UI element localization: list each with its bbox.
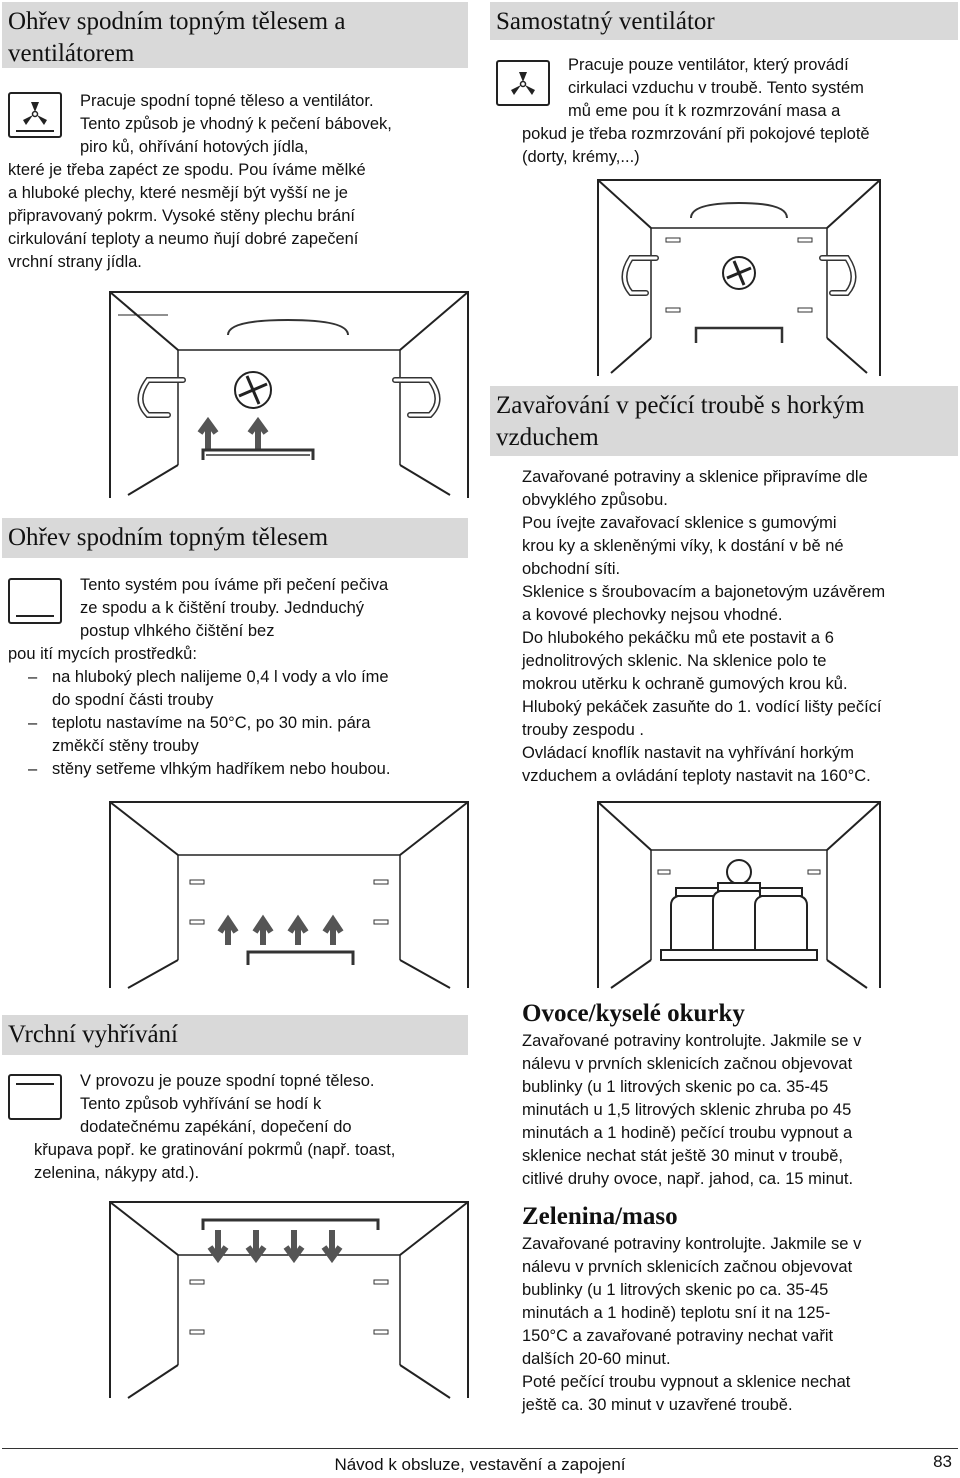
text-line: vrchní strany jídla. xyxy=(8,253,142,271)
text-line: a kovové plechovky nejsou vhodné. xyxy=(522,606,783,624)
section-title-fruit: Ovoce/kyselé okurky xyxy=(522,1000,745,1027)
text-line: minutách a 1 hodině) pečící troubu vypnout a xyxy=(522,1124,853,1142)
text-line: V provozu je pouze spodní topné těleso. xyxy=(80,1072,375,1090)
oven-diagram-bottom-heat xyxy=(108,800,470,990)
text-line: Ovládací knoflík nastavit na vyhřívání horkým xyxy=(522,744,854,762)
text-line: minutách a 1 hodině) teplotu sní it na 125- xyxy=(522,1304,831,1322)
text-line: piro ků, ohřívání hotových jídla, xyxy=(80,138,309,156)
text-line: Poté pečící troubu vypnout a sklenice nechat xyxy=(522,1373,851,1391)
text-line: nálevu v prvních sklenicích začnou objevovat xyxy=(522,1055,853,1073)
text-line: minutách u 1,5 litrových sklenic zhruba po 45 xyxy=(522,1101,852,1119)
bullet-text: změkčí stěny trouby xyxy=(52,737,199,755)
section-title-top-heat xyxy=(2,1015,468,1055)
text-line: Zavařované potraviny a sklenice připravíme dle xyxy=(522,468,868,486)
text-line: Tento způsob vyhřívání se hodí k xyxy=(80,1095,322,1113)
text-line: obchodní síti. xyxy=(522,560,621,578)
text-line: mokrou utěrku k ochraně gumových krou ků. xyxy=(522,675,848,693)
text-line: pokud je třeba rozmrzování při pokojové teplotě xyxy=(522,125,870,143)
title-line-2: vzduchem xyxy=(496,424,599,451)
title-text: Samostatný ventilátor xyxy=(496,8,715,35)
fan-icon xyxy=(235,372,271,408)
text-line: jednolitrových sklenic. Na sklenice polo te xyxy=(522,652,827,670)
text-line: trouby zespodu . xyxy=(522,721,644,739)
text-line: Zavařované potraviny kontrolujte. Jakmile se v xyxy=(522,1235,862,1253)
text-line: dalších 20-60 minut. xyxy=(522,1350,671,1368)
text-line: bublinky (u 1 litrových skenic po ca. 35-45 xyxy=(522,1078,829,1096)
text-line: cirkulaci vzduchu v troubě. Tento systém xyxy=(568,79,864,97)
text-line: sklenice nechat stát ještě 30 minut v troubě, xyxy=(522,1147,844,1165)
oven-diagram-jars xyxy=(596,800,882,990)
bullet-text: stěny setřeme vlhkým hadříkem nebo houbou. xyxy=(52,760,391,778)
page-number: 83 xyxy=(933,1452,952,1471)
fan-icon xyxy=(496,60,550,106)
text-line: cirkulování teploty a neumo ňují dobré zapečení xyxy=(8,230,359,248)
text-line: obvyklého způsobu. xyxy=(522,491,668,509)
footer-text: Návod k obsluze, vestavění a zapojení xyxy=(334,1455,626,1474)
title-line-1: Ohřev spodním topným tělesem a xyxy=(8,8,346,35)
section-title-bottom-fan xyxy=(2,2,468,68)
bullet-text: do spodní části trouby xyxy=(52,691,214,709)
text-line: ze spodu a k čištění trouby. Jednduchý xyxy=(80,599,365,617)
text-line: Tento systém pou íváme při pečení pečiva xyxy=(80,576,389,594)
text-line: pou ití mycích prostředků: xyxy=(8,645,197,663)
text-line: 150°C a zavařované potraviny nechat vařit xyxy=(522,1327,834,1345)
bullet-dash: – xyxy=(28,714,38,732)
text-line: mů eme pou ít k rozmrzování masa a xyxy=(568,102,841,120)
title-line-2: ventilátorem xyxy=(8,40,135,67)
text-line: Sklenice s šroubovacím a bajonetovým uzávěrem xyxy=(522,583,886,601)
section-title-vegetables: Zelenina/maso xyxy=(522,1203,678,1230)
text-line: krou ky a skleněnými víky, k dostání v bě né xyxy=(522,537,844,555)
text-line: postup vlhkého čištění bez xyxy=(80,622,275,640)
bullet-text: teplotu nastavíme na 50°C, po 30 min. pára xyxy=(52,714,371,732)
text-line: (dorty, krémy,...) xyxy=(522,148,640,166)
text-line: ještě ca. 30 minut v uzavřené troubě. xyxy=(522,1396,793,1414)
title-text: Ohřev spodním topným tělesem xyxy=(8,524,329,551)
oven-diagram-fan-only xyxy=(596,178,882,378)
title-text: Vrchní vyhřívání xyxy=(8,1021,178,1048)
bullet-text: na hluboký plech nalijeme 0,4 l vody a vlo íme xyxy=(52,668,389,686)
bullet-dash: – xyxy=(28,760,38,778)
section-title-canning xyxy=(490,386,958,456)
top-heat-icon xyxy=(8,1074,62,1120)
footer-divider xyxy=(2,1448,958,1449)
title-line-1: Zavařování v pečící troubě s horkým xyxy=(496,392,865,419)
text-line: které je třeba zapéct ze spodu. Pou íváme mělké xyxy=(8,161,366,179)
oven-diagram-bottom-fan xyxy=(108,290,470,500)
text-line: bublinky (u 1 litrových skenic po ca. 35-45 xyxy=(522,1281,829,1299)
text-line: křupava popř. ke gratinování pokrmů (např. toast, xyxy=(34,1141,396,1159)
text-line: Do hlubokého pekáčku mů ete postavit a 6 xyxy=(522,629,834,647)
text-line: dodatečnému zapékání, dopečení do xyxy=(80,1118,352,1136)
section-title-fan-only xyxy=(490,2,958,40)
text-line: Tento způsob je vhodný k pečení bábovek, xyxy=(80,115,392,133)
text-line: citlivé druhy ovoce, např. jahod, ca. 15 minut. xyxy=(522,1170,854,1188)
text-line: připravovaný pokrm. Vysoké stěny plechu brání xyxy=(8,207,355,225)
text-line: a hluboké plechy, které nesmějí být vyšší ne je xyxy=(8,184,348,202)
text-line: nálevu v prvních sklenicích začnou objevovat xyxy=(522,1258,853,1276)
bullet-dash: – xyxy=(28,668,38,686)
text-line: Zavařované potraviny kontrolujte. Jakmile se v xyxy=(522,1032,862,1050)
text-line: Pracuje pouze ventilátor, který provádí xyxy=(568,56,849,74)
text-line: Hluboký pekáček zasuňte do 1. vodící lišty pečící xyxy=(522,698,882,716)
text-line: zelenina, nákypy atd.). xyxy=(34,1164,200,1182)
text-line: vzduchem a ovládání teploty nastavit na 160°C. xyxy=(522,767,871,785)
section-title-bottom-heat xyxy=(2,518,468,558)
bottom-heat-icon xyxy=(8,578,62,624)
text-line: Pracuje spodní topné těleso a ventilátor. xyxy=(80,92,374,110)
text-line: Pou ívejte zavařovací sklenice s gumovými xyxy=(522,514,837,532)
fan-bottom-heat-icon xyxy=(8,92,62,138)
oven-diagram-top-heat xyxy=(108,1200,470,1400)
